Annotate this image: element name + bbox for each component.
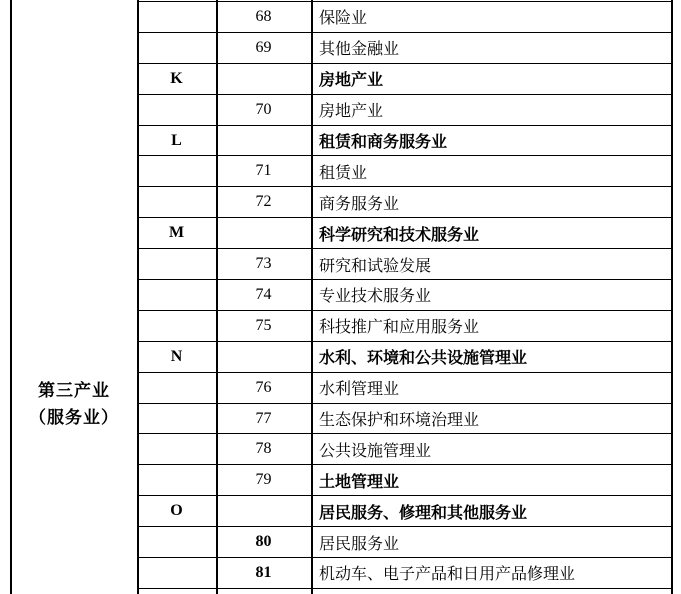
name-cell: 土地管理业 (319, 473, 400, 491)
name-cell: 房地产业 (319, 72, 384, 90)
code-cell: 68 (255, 7, 272, 25)
table-border-col1-col2 (137, 0, 139, 594)
code-cell: 77 (255, 409, 272, 427)
letter-cell: N (170, 347, 183, 365)
code-cell: 81 (255, 563, 272, 581)
name-cell: 科学研究和技术服务业 (319, 226, 480, 244)
code-cell: 69 (255, 38, 272, 56)
code-cell: 80 (255, 533, 272, 551)
name-cell: 租赁和商务服务业 (319, 134, 448, 151)
name-cell: 公共设施管理业 (319, 442, 432, 460)
code-cell: 73 (255, 255, 272, 273)
name-cell: 水利管理业 (319, 381, 400, 399)
table-border-col3-col4 (311, 0, 313, 594)
table-border-left (10, 0, 12, 594)
code-cell: 70 (255, 100, 272, 118)
name-cell: 生态保护和环境治理业 (319, 412, 480, 430)
code-cell: 78 (255, 440, 272, 458)
letter-cell: L (171, 131, 182, 149)
name-cell: 专业技术服务业 (319, 288, 432, 306)
merged-cell-label-line2: （服务业） (29, 408, 119, 427)
letter-cell: O (170, 502, 183, 520)
merged-cell-label (11, 377, 137, 431)
name-cell: 房地产业 (319, 103, 384, 121)
name-cell: 机动车、电子产品和日用产品修理业 (319, 566, 576, 584)
name-cell: 科技推广和应用服务业 (319, 319, 480, 337)
code-cell: 71 (255, 162, 272, 180)
name-cell: 水利、环境和公共设施管理业 (319, 350, 528, 368)
code-cell: 74 (255, 285, 272, 303)
code-cell: 72 (255, 193, 272, 211)
table-border-right (671, 0, 673, 594)
name-cell: 其他金融业 (319, 41, 400, 59)
name-cell: 居民服务、修理和其他服务业 (319, 504, 528, 522)
letter-cell: M (168, 224, 185, 242)
name-cell: 居民服务业 (319, 535, 400, 553)
name-cell: 商务服务业 (319, 195, 400, 213)
name-cell: 保险业 (319, 10, 368, 28)
code-cell: 79 (255, 471, 272, 489)
name-cell: 租赁业 (319, 164, 368, 182)
table-border-col2-col3 (216, 0, 218, 594)
merged-cell-tertiary-industry (11, 0, 137, 594)
code-cell: 75 (255, 316, 272, 334)
name-cell: 研究和试验发展 (319, 257, 432, 275)
code-cell: 76 (255, 378, 272, 396)
letter-cell: K (170, 69, 183, 87)
merged-cell-label-line1: 第三产业 (38, 381, 110, 400)
